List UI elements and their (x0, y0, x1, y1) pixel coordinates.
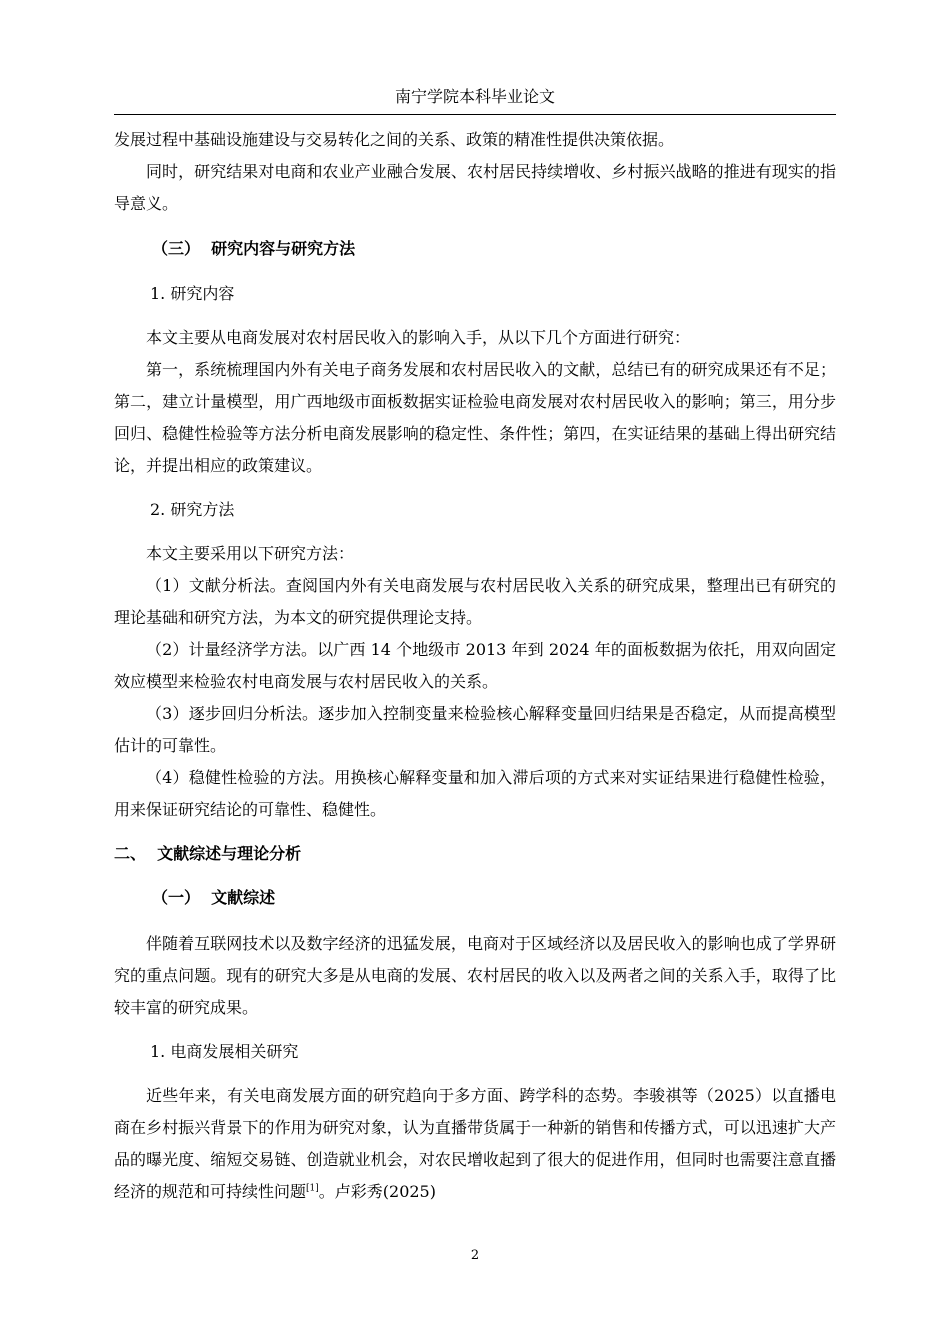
running-header: 南宁学院本科毕业论文 (394, 87, 555, 106)
paragraph-last-tail: 。卢彩秀(2025) (318, 1182, 436, 1201)
paragraph-tongshi: 同时，研究结果对电商和农业产业融合发展、农村居民持续增收、乡村振兴战略的推进有现实的指导意义。 (114, 162, 836, 213)
subsection-heading-ecommerce: 1. 电商发展相关研究 (150, 1042, 299, 1061)
paragraph-last-text: 近些年来，有关电商发展方面的研究趋向于多方面、跨学科的态势。李骏祺等（2025）以直播电商在乡村振兴背景下的作用为研究对象，认为直播带货属于一种新的销售和传播方式，可以迅速扩大产品的曝光度、缩短交易链、创造就业机会，对农民增收起到了很大的促进作用，但同时也需要注意直播经济的规范和可持续性问题 (114, 1086, 836, 1201)
subsection-heading-research-content: 1. 研究内容 (150, 284, 235, 303)
citation-ref[interactable]: [1] (306, 1183, 319, 1194)
paragraph-method-3: （3）逐步回归分析法。逐步加入控制变量来检验核心解释变量回归结果是否稳定，从而提高模型估计的可靠性。 (114, 704, 836, 755)
header-rule (114, 114, 836, 115)
subsection-heading-research-method: 2. 研究方法 (150, 500, 235, 519)
paragraph-diyi: 第一，系统梳理国内外有关电子商务发展和农村居民收入的文献，总结已有的研究成果还有不足；第二，建立计量模型，用广西地级市面板数据实证检验电商发展对农村居民收入的影响；第三，用分步回归、稳健性检验等方法分析电商发展影响的稳定性、条件性；第四，在实证结果的基础上得出研究结论，并提出相应的政策建议。 (114, 360, 836, 475)
chapter-heading-er: 二、 文献综述与理论分析 (114, 844, 302, 863)
paragraph-last (114, 1080, 836, 1208)
paragraph-benwen-1: 本文主要从电商发展对农村居民收入的影响入手，从以下几个方面进行研究： (146, 328, 691, 347)
section-heading-yi: （一） 文献综述 (152, 888, 276, 907)
paragraph-method-4: （4）稳健性检验的方法。用换核心解释变量和加入滞后项的方式来对实证结果进行稳健性检验，用来保证研究结论的可靠性、稳健性。 (114, 768, 836, 819)
page-number: 2 (470, 1248, 480, 1263)
section-heading-san: （三） 研究内容与研究方法 (152, 239, 356, 258)
paragraph-continued: 发展过程中基础设施建设与交易转化之间的关系、政策的精准性提供决策依据。 (114, 130, 675, 149)
paragraph-method-2: （2）计量经济学方法。以广西 14 个地级市 2013 年到 2024 年的面板数据为依托，用双向固定效应模型来检验农村电商发展与农村居民收入的关系。 (114, 640, 836, 691)
paragraph-benwen-2: 本文主要采用以下研究方法： (146, 544, 355, 563)
paragraph-method-1: （1）文献分析法。查阅国内外有关电商发展与农村居民收入关系的研究成果，整理出已有研究的理论基础和研究方法，为本文的研究提供理论支持。 (114, 576, 836, 627)
paragraph-banshui: 伴随着互联网技术以及数字经济的迅猛发展，电商对于区域经济以及居民收入的影响也成了学界研究的重点问题。现有的研究大多是从电商的发展、农村居民的收入以及两者之间的关系入手，取得了比较丰富的研究成果。 (114, 934, 836, 1017)
